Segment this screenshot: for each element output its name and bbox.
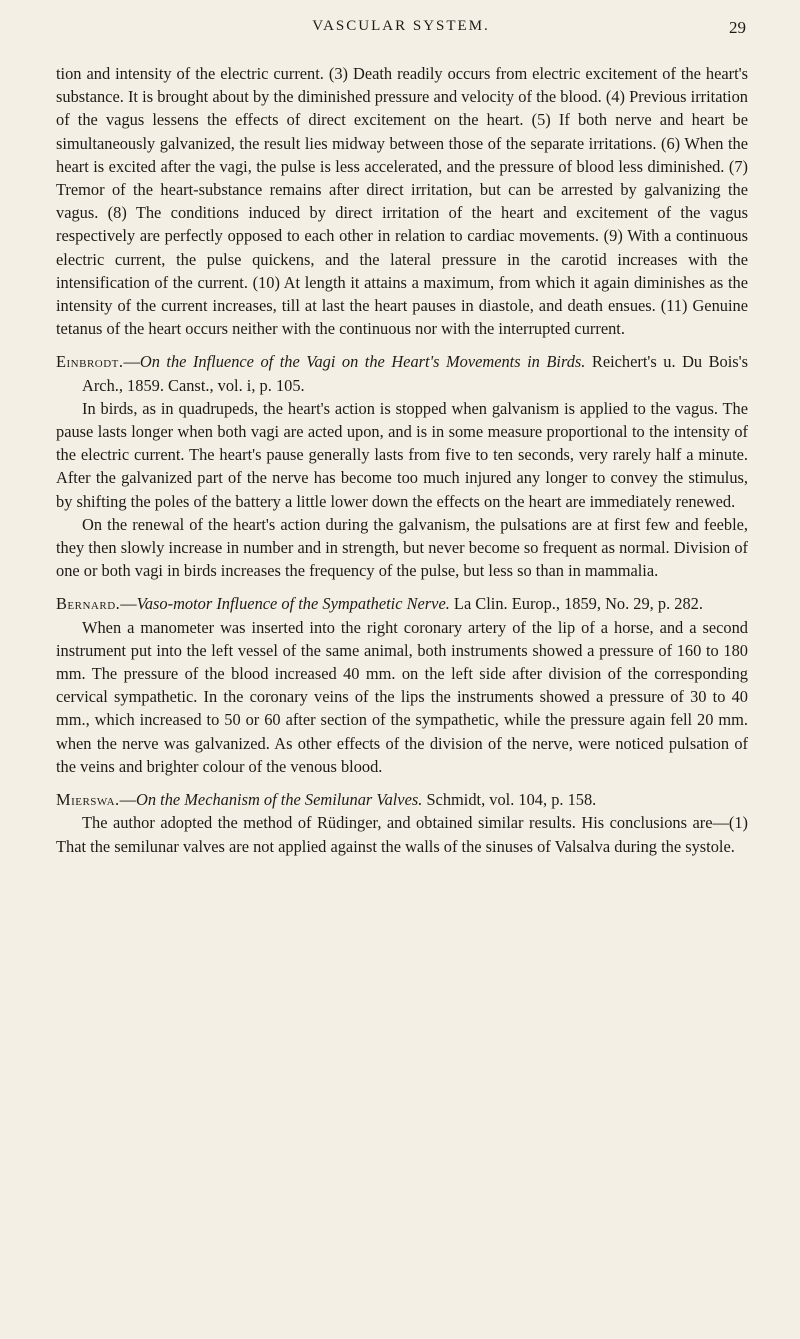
paragraph: When a manometer was inserted into the right coronary artery of the lip of a horse, and a second instrument put into the left vessel of the same animal, both instruments showed a pressure of 160 to 180 mm. The pressure of the blood increased 40 mm. on the left side after division of the corresponding cervical sympathetic. In the coronary veins of the lips the instruments showed a pressure of 30 to 40 mm., which increased to 50 or 60 after section of the sympathetic, while the pressure again fell 20 mm. when the nerve was galvanized. As other effects of the division of the nerve, were noticed pulsation of the veins and brighter colour of the venous blood. — [56, 617, 748, 776]
reference-author: Bernard. — [56, 594, 121, 614]
reference-source: Reichert's u. Du Bois's Arch., 1859. Canst., vol. i, p. 105. — [82, 352, 748, 395]
paragraph-continued: tion and intensity of the electric current. (3) Death readily occurs from electric excitement of the heart's substance. It is brought about by the diminished pressure and velocity of the blood. (4) Previous irritation of the vagus lessens the effects of direct excitement on the heart. (5) If both nerve and heart be simultaneously galvanized, the result lies midway between those of the separate irritations. (6) When the heart is excited after the vagi, the pulse is less accelerated, and the pressure of blood less diminished. (7) Tremor of the heart-substance remains after direct irritation, but can be arrested by galvanizing the vagus. (8) The conditions induced by direct irritation of the heart and excitement of the vagus respectively are perfectly opposed to each other in relation to cardiac movements. (9) With a continuous electric current, the pulse quickens, and the lateral pressure in the carotid increases with the intensification of the current. (10) At length it attains a maximum, from which it again diminishes as the intensity of the current increases, till at last the heart pauses in diastole, and death ensues. (11) Genuine tetanus of the heart occurs neither with the continuous nor with the interrupted current. — [56, 64, 748, 339]
reference-bernard — [56, 592, 748, 615]
reference-dash: — — [120, 594, 137, 614]
paragraph: On the renewal of the heart's action during the galvanism, the pulsations are at first few and feeble, they then slowly increase in number and in strength, but never become so frequent as normal. Division of one or both vagi in birds increases the frequency of the pulse, but less so than in mammalia. — [56, 514, 748, 581]
reference-source: La Clin. Europ., 1859, No. 29, p. 282. — [449, 594, 703, 614]
reference-dash: — — [119, 790, 137, 810]
paragraph: The author adopted the method of Rüdinger, and obtained similar results. His conclusions are—(1) That the semilunar valves are not applied against the walls of the sinuses of Valsalva during the systole. — [56, 813, 748, 856]
page-number: 29 — [729, 18, 746, 37]
reference-title: Vaso-motor Influence of the Sympathetic Nerve. — [136, 594, 450, 614]
reference-mierswa — [56, 788, 748, 811]
reference-title: On the Mechanism of the Semilunar Valves. — [136, 790, 423, 810]
reference-author: Einbrodt. — [56, 352, 124, 372]
running-header — [56, 18, 746, 46]
reference-author: Mierswa. — [56, 790, 120, 810]
paragraph: In birds, as in quadrupeds, the heart's action is stopped when galvanism is applied to the vagus. The pause lasts longer when both vagi are acted upon, and is in some measure proportional to the intensity of the electric current. The heart's pause generally lasts from five to ten seconds, very rarely half a minute. After the galvanized part of the nerve has become too much injured any longer to convey the stimulus, by shifting the poles of the battery a little lower down the effects on the heart are immediately renewed. — [56, 398, 748, 511]
reference-title: On the Influence of the Vagi on the Heart's Movements in Birds. — [139, 352, 586, 372]
body-text — [56, 62, 748, 858]
reference-dash: — — [123, 352, 140, 372]
running-title: VASCULAR SYSTEM. — [312, 18, 490, 34]
reference-einbrodt — [56, 350, 748, 396]
reference-source: Schmidt, vol. 104, p. 158. — [422, 790, 597, 810]
